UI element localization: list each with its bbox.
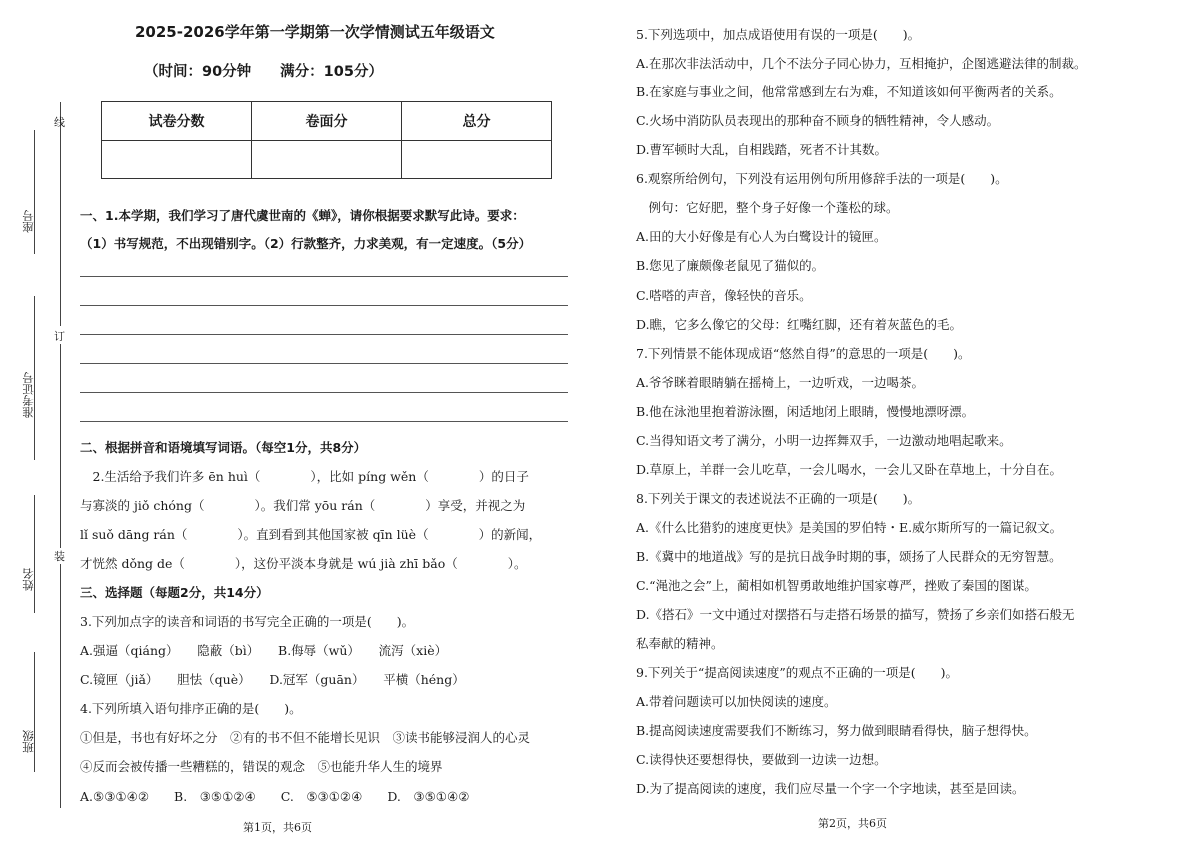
score-table bbox=[101, 101, 552, 179]
question-9: 9.下列关于“提高阅读速度”的观点不正确的一项是( )。 bbox=[636, 665, 958, 680]
pinyin-line-3: lǐ suǒ dāng rán（ ）。直到看到其他国家被 qīn lüè（ ）的新闻， bbox=[80, 527, 542, 542]
page1-footer: 第1页，共6页 bbox=[243, 821, 312, 834]
question-7-option-d: D.草原上，羊群一会儿吃草，一会儿喝水，一会儿又卧在草地上，十分自在。 bbox=[636, 462, 1063, 477]
score-cell-neatness[interactable] bbox=[252, 141, 402, 179]
question-7: 7.下列情景不能体现成语“悠然自得”的意思的一项是( )。 bbox=[636, 346, 971, 361]
name-blank[interactable] bbox=[34, 495, 35, 613]
seat-number-blank[interactable] bbox=[34, 130, 35, 254]
seal-line bbox=[60, 102, 61, 326]
question-3-options-1: A.强逼（qiáng） 隐蔽（bì） B.侮辱（wǔ） 流泻（xiè） bbox=[80, 643, 448, 658]
question-5-option-d: D.曹军顿时大乱，自相践踏，死者不计其数。 bbox=[636, 142, 888, 157]
pinyin-line-2: 与寡淡的 jiǒ chóng（ ）。我们常 yōu rán（ ）享受，并视之为 bbox=[80, 498, 526, 513]
section1-line1: 一、1.本学期，我们学习了唐代虞世南的《蝉》，请你根据要求默写此诗。要求： bbox=[80, 208, 525, 223]
class-label: 班级 bbox=[21, 730, 35, 753]
question-8-option-d-cont: 私奉献的精神。 bbox=[636, 636, 724, 651]
question-7-option-c: C.当得知语文考了满分，小明一边挥舞双手，一边激动地唱起歌来。 bbox=[636, 433, 1012, 448]
question-9-option-b: B.提高阅读速度需要我们不断练习，努力做到眼睛看得快，脑子想得快。 bbox=[636, 723, 1037, 738]
question-4: 4.下列所填入语句排序正确的是( )。 bbox=[80, 701, 302, 716]
question-5-option-c: C.火场中消防队员表现出的那种奋不顾身的牺牲精神，令人感动。 bbox=[636, 113, 1000, 128]
seal-mark-install: 装 bbox=[54, 550, 65, 563]
question-7-option-b: B.他在泳池里抱着游泳圈，闲适地闭上眼睛，慢慢地漂呀漂。 bbox=[636, 404, 975, 419]
question-6: 6.观察所给例句，下列没有运用例句所用修辞手法的一项是( )。 bbox=[636, 171, 1008, 186]
page2-footer: 第2页，共6页 bbox=[818, 817, 887, 830]
poem-answer-line[interactable] bbox=[80, 363, 568, 364]
question-8-option-b: B.《冀中的地道战》写的是抗日战争时期的事，颂扬了人民群众的无穷智慧。 bbox=[636, 549, 1062, 564]
name-label: 姓名 bbox=[21, 568, 35, 591]
question-4-sentences-2: ④反而会被传播一些糟糕的，错误的观念 ⑤也能升华人生的境界 bbox=[80, 759, 443, 774]
question-3-options-2: C.镜匣（jiǎ） 胆怯（què） D.冠军（guān） 平横（héng） bbox=[80, 672, 465, 687]
question-6-option-d: D.瞧，它多么像它的父母：红嘴红脚，还有着灰蓝色的毛。 bbox=[636, 317, 963, 332]
section2-heading: 二、根据拼音和语境填写词语。（每空1分，共8分） bbox=[80, 440, 367, 455]
question-6-option-c: C.嗒嗒的声音，像轻快的音乐。 bbox=[636, 288, 812, 303]
seat-number-label: 座号 bbox=[21, 210, 35, 233]
exam-subtitle: （时间：90分钟 满分：105分） bbox=[144, 64, 383, 80]
question-9-option-d: D.为了提高阅读的速度，我们应尽量一个字一个字地读，甚至是回读。 bbox=[636, 781, 1025, 796]
question-6-option-b: B.您见了廉颇像老鼠见了猫似的。 bbox=[636, 258, 825, 273]
question-6-example: 例句：它好肥，整个身子好像一个蓬松的球。 bbox=[636, 200, 899, 215]
seal-line bbox=[60, 344, 61, 548]
seal-line bbox=[60, 564, 61, 808]
score-cell-paper[interactable] bbox=[102, 141, 252, 179]
score-cell-total[interactable] bbox=[402, 141, 552, 179]
question-6-option-a: A.田的大小好像是有心人为白鹭设计的镜匣。 bbox=[636, 229, 887, 244]
score-header-paper: 试卷分数 bbox=[102, 102, 252, 141]
score-header-neatness: 卷面分 bbox=[252, 102, 402, 141]
question-9-option-c: C.读得快还要想得快，要做到一边读一边想。 bbox=[636, 752, 887, 767]
question-5: 5.下列选项中，加点成语使用有误的一项是( )。 bbox=[636, 27, 921, 42]
poem-answer-line[interactable] bbox=[80, 305, 568, 306]
score-header-total: 总分 bbox=[402, 102, 552, 141]
exam-id-label: 准考证号 bbox=[21, 372, 35, 418]
question-4-options: A.⑤③①④② B. ③⑤①②④ C. ⑤③①②④ D. ③⑤①④② bbox=[80, 789, 470, 804]
pinyin-line-1: 2.生活给予我们许多 ēn huì（ ），比如 píng wěn（ ）的日子 bbox=[80, 469, 529, 484]
question-8-option-c: C.“渑池之会”上，蔺相如机智勇敢地维护国家尊严，挫败了秦国的图谋。 bbox=[636, 578, 1037, 593]
seal-mark-bind: 订 bbox=[54, 330, 65, 343]
exam-title: 2025-2026学年第一学期第一次学情测试五年级语文 bbox=[135, 23, 495, 41]
poem-answer-line[interactable] bbox=[80, 421, 568, 422]
question-9-option-a: A.带着问题读可以加快阅读的速度。 bbox=[636, 694, 837, 709]
question-8-option-d: D.《搭石》一文中通过对摆搭石与走搭石场景的描写，赞扬了乡亲们如搭石般无 bbox=[636, 607, 1075, 622]
question-7-option-a: A.爷爷眯着眼睛躺在摇椅上，一边听戏，一边喝茶。 bbox=[636, 375, 925, 390]
question-5-option-a: A.在那次非法活动中，几个不法分子同心协力，互相掩护，企图逃避法律的制裁。 bbox=[636, 56, 1087, 71]
seal-mark-line: 线 bbox=[54, 116, 65, 129]
question-8: 8.下列关于课文的表述说法不正确的一项是( )。 bbox=[636, 491, 921, 506]
question-8-option-a: A.《什么比猎豹的速度更快》是美国的罗伯特・E.威尔斯所写的一篇记叙文。 bbox=[636, 520, 1063, 535]
question-3: 3.下列加点字的读音和词语的书写完全正确的一项是( )。 bbox=[80, 614, 415, 629]
section1-line2: （1）书写规范，不出现错别字。（2）行款整齐，力求美观，有一定速度。（5分） bbox=[80, 236, 532, 251]
question-5-option-b: B.在家庭与事业之间，他常常感到左右为难，不知道该如何平衡两者的关系。 bbox=[636, 84, 1062, 99]
poem-answer-line[interactable] bbox=[80, 392, 568, 393]
class-blank[interactable] bbox=[34, 652, 35, 772]
poem-answer-line[interactable] bbox=[80, 334, 568, 335]
poem-answer-line[interactable] bbox=[80, 276, 568, 277]
question-4-sentences-1: ①但是，书也有好坏之分 ②有的书不但不能增长见识 ③读书能够浸润人的心灵 bbox=[80, 730, 531, 745]
pinyin-line-4: 才恍然 dǒng de（ ），这份平淡本身就是 wú jià zhī bǎo（ ）。 bbox=[80, 556, 527, 571]
section3-heading: 三、选择题（每题2分，共14分） bbox=[80, 585, 269, 600]
